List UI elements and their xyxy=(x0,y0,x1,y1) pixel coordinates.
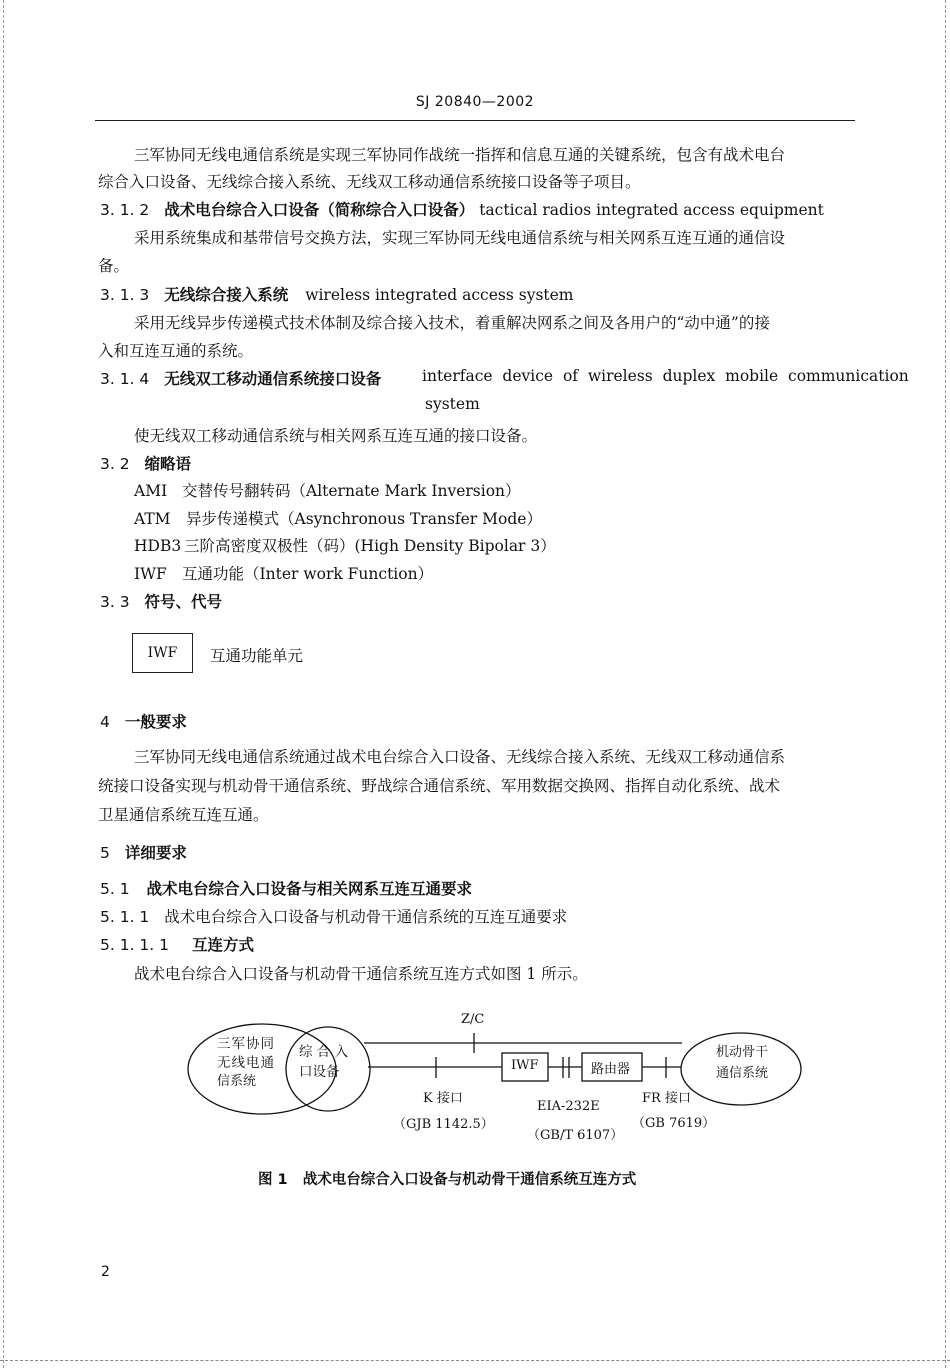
section-number: 3. 1. 4 xyxy=(100,370,150,388)
eia-interface-label: EIA-232E xyxy=(537,1099,600,1114)
section-3-1-4-english-2: system xyxy=(425,395,480,413)
section-number: 5. 1 xyxy=(100,880,130,898)
section-title: 无线综合接入系统 xyxy=(164,286,289,304)
section-3-2-heading xyxy=(100,452,191,474)
header-rule xyxy=(95,120,855,121)
abbreviation-meaning: 互通功能（Inter work Function） xyxy=(182,565,434,583)
abbreviation-row xyxy=(134,479,521,501)
iwf-label: IWF xyxy=(511,1058,539,1073)
section-4-body-3: 卫星通信系统互连互通。 xyxy=(98,806,269,824)
section-number: 3. 3 xyxy=(100,593,130,611)
section-5-heading xyxy=(100,841,187,863)
section-3-1-2-body-2: 备。 xyxy=(98,257,130,275)
section-3-1-4-heading xyxy=(100,367,381,389)
section-4-body-1: 三军协同无线电通信系统通过战术电台综合入口设备、无线综合接入系统、无线双工移动通信系 xyxy=(134,748,786,766)
section-number: 4 xyxy=(100,713,110,731)
bottom-page-edge xyxy=(0,1360,950,1361)
left-system-label-1: 三军协同 xyxy=(217,1036,275,1052)
section-number: 3. 2 xyxy=(100,455,130,473)
right-system-label-2: 通信系统 xyxy=(716,1066,769,1081)
k-interface-standard: （GJB 1142.5） xyxy=(393,1117,494,1132)
zc-label: Z/C xyxy=(461,1012,485,1027)
left-page-edge xyxy=(3,0,4,1368)
section-number: 3. 1. 2 xyxy=(100,201,150,219)
section-3-1-3-body-2: 入和互连互通的系统。 xyxy=(98,342,254,360)
section-3-3-heading xyxy=(100,590,222,612)
section-title: 缩略语 xyxy=(144,455,192,473)
section-3-1-4-body-1: 使无线双工移动通信系统与相关网系互连互通的接口设备。 xyxy=(134,427,538,445)
fr-interface-standard: （GB 7619） xyxy=(632,1116,716,1131)
intro-line-2: 综合入口设备、无线综合接入系统、无线双工移动通信系统接口设备等子项目。 xyxy=(98,173,641,191)
section-3-1-4-english-1: interface device of wireless duplex mobile communication xyxy=(422,367,909,385)
router-label: 路由器 xyxy=(591,1062,631,1077)
fr-interface-label: FR 接口 xyxy=(642,1091,691,1106)
section-title: 战术电台综合入口设备与机动骨干通信系统的互连互通要求 xyxy=(164,908,568,926)
section-5-1-heading xyxy=(100,877,472,899)
section-title: 战术电台综合入口设备（简称综合入口设备） xyxy=(164,201,475,219)
intro-line-1: 三军协同无线电通信系统是实现三军协同作战统一指挥和信息互通的关键系统，包含有战术电台 xyxy=(134,146,786,164)
section-5-1-1-heading xyxy=(100,905,567,927)
section-title: 详细要求 xyxy=(124,844,187,862)
section-3-1-2-heading xyxy=(100,198,824,220)
abbreviation-meaning: 异步传递模式（Asynchronous Transfer Mode） xyxy=(186,510,542,528)
section-title: 无线双工移动通信系统接口设备 xyxy=(164,370,382,388)
section-english-term: tactical radios integrated access equipment xyxy=(479,201,824,219)
access-device-label-2: 口设备 xyxy=(299,1064,340,1080)
abbreviation-code: IWF xyxy=(134,565,167,583)
section-3-1-3-heading xyxy=(100,283,574,305)
section-title: 符号、代号 xyxy=(144,593,223,611)
section-3-1-2-body-1: 采用系统集成和基带信号交换方法，实现三军协同无线电通信系统与相关网系互连互通的通信设 xyxy=(134,229,786,247)
standard-code-header: SJ 20840—2002 xyxy=(415,94,535,110)
section-number: 5. 1. 1. 1 xyxy=(100,936,170,954)
section-number: 5 xyxy=(100,844,110,862)
section-5-1-1-1-heading xyxy=(100,933,254,955)
abbreviation-meaning: 三阶高密度双极性（码）(High Density Bipolar 3） xyxy=(184,537,556,555)
page-number: 2 xyxy=(101,1264,110,1280)
k-interface-label: K 接口 xyxy=(423,1091,463,1106)
abbreviation-row xyxy=(134,507,542,529)
section-4-body-2: 统接口设备实现与机动骨干通信系统、野战综合通信系统、军用数据交换网、指挥自动化系统、战术 xyxy=(98,777,781,795)
iwf-symbol-meaning: 互通功能单元 xyxy=(210,647,304,665)
section-title: 一般要求 xyxy=(124,713,187,731)
figure-caption: 图 1 战术电台综合入口设备与机动骨干通信系统互连方式 xyxy=(258,1172,637,1188)
abbreviation-row xyxy=(134,562,433,584)
abbreviation-row xyxy=(134,534,556,556)
section-3-1-3-body-1: 采用无线异步传递模式技术体制及综合接入技术，着重解决网系之间及各用户的“动中通”的接 xyxy=(134,314,770,332)
section-title: 战术电台综合入口设备与相关网系互连互通要求 xyxy=(146,880,473,898)
right-system-label-1: 机动骨干 xyxy=(716,1045,769,1060)
section-4-heading xyxy=(100,710,187,732)
eia-interface-standard: （GB/T 6107） xyxy=(527,1128,624,1143)
right-page-edge xyxy=(945,0,946,1368)
abbreviation-code: ATM xyxy=(134,510,171,528)
abbreviation-meaning: 交替传号翻转码（Alternate Mark Inversion） xyxy=(182,482,521,500)
access-device-label-1: 综 合 入 xyxy=(299,1044,349,1060)
abbreviation-code: HDB3 xyxy=(134,537,182,555)
abbreviation-code: AMI xyxy=(134,482,168,500)
section-english-term: wireless integrated access system xyxy=(305,286,574,304)
iwf-symbol-box: IWF xyxy=(132,633,193,673)
left-system-label-3: 信系统 xyxy=(217,1074,257,1089)
section-number: 5. 1. 1 xyxy=(100,908,150,926)
section-5-1-1-1-body: 战术电台综合入口设备与机动骨干通信系统互连方式如图 1 所示。 xyxy=(134,965,588,983)
section-title: 互连方式 xyxy=(191,936,254,954)
section-number: 3. 1. 3 xyxy=(100,286,150,304)
left-system-label-2: 无线电通 xyxy=(217,1055,275,1071)
